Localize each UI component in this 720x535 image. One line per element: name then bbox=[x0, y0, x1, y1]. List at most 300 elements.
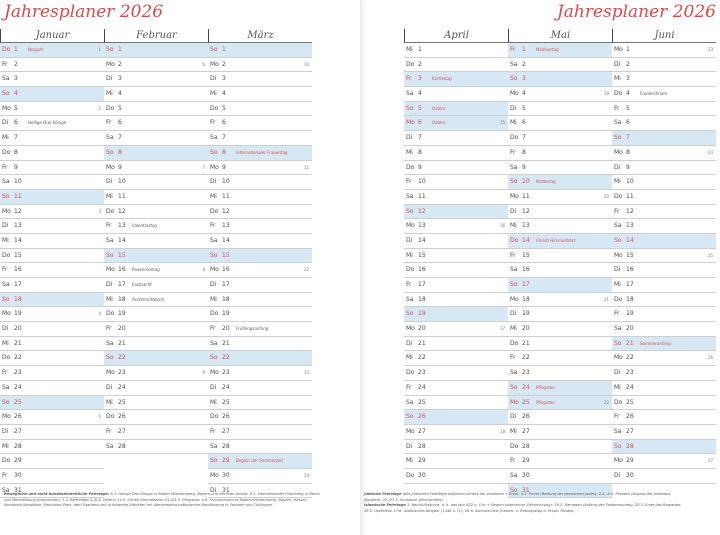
day-row[interactable] bbox=[612, 161, 716, 176]
weekday: Fr bbox=[406, 281, 412, 288]
weekday: So bbox=[510, 281, 518, 288]
weekday: Mi bbox=[210, 398, 217, 406]
day-row[interactable] bbox=[508, 87, 612, 102]
weekday: Mo bbox=[106, 60, 115, 68]
weekday: Do bbox=[106, 310, 115, 318]
weekday: So bbox=[106, 46, 114, 53]
day-row[interactable] bbox=[104, 102, 208, 117]
day-row[interactable] bbox=[508, 440, 612, 455]
day-row[interactable] bbox=[612, 278, 716, 293]
day-row[interactable] bbox=[612, 381, 716, 396]
day-row[interactable] bbox=[404, 322, 508, 337]
week-number: 1 bbox=[98, 47, 101, 52]
day-row[interactable] bbox=[208, 249, 312, 264]
day-row[interactable] bbox=[508, 396, 612, 411]
weekday: So bbox=[510, 75, 518, 83]
day-row[interactable] bbox=[404, 234, 508, 249]
weekday: Mi bbox=[406, 46, 413, 53]
day-row[interactable] bbox=[104, 410, 208, 425]
weekday: Do bbox=[406, 163, 415, 171]
day-row[interactable] bbox=[208, 161, 312, 176]
day-number: 10 bbox=[14, 178, 22, 186]
day-row[interactable] bbox=[508, 454, 612, 469]
holiday-label: Pfingsten bbox=[536, 384, 555, 390]
day-number: 2 bbox=[118, 60, 122, 68]
day-row[interactable] bbox=[0, 454, 104, 469]
day-number: 11 bbox=[118, 192, 126, 200]
weekday: Sa bbox=[614, 119, 622, 127]
day-row[interactable] bbox=[612, 410, 716, 425]
week-number: 3 bbox=[98, 208, 101, 214]
weekday: Mi bbox=[210, 295, 217, 303]
day-row[interactable] bbox=[0, 249, 104, 264]
day-row[interactable] bbox=[0, 161, 104, 176]
weekday: Fr bbox=[2, 60, 8, 68]
day-number: 26 bbox=[118, 413, 126, 421]
day-row[interactable] bbox=[208, 351, 312, 366]
day-row[interactable] bbox=[104, 234, 208, 249]
day-row[interactable] bbox=[208, 205, 312, 220]
weekday: Di bbox=[210, 178, 217, 186]
day-number: 13 bbox=[418, 222, 426, 230]
day-row[interactable] bbox=[104, 322, 208, 337]
day-row[interactable] bbox=[404, 425, 508, 440]
day-row[interactable] bbox=[612, 322, 716, 337]
day-row[interactable] bbox=[0, 205, 104, 220]
day-row[interactable] bbox=[104, 175, 208, 190]
day-row[interactable] bbox=[404, 205, 508, 220]
day-row[interactable] bbox=[0, 293, 104, 308]
day-row[interactable] bbox=[612, 337, 716, 352]
day-row[interactable] bbox=[612, 366, 716, 381]
day-row[interactable] bbox=[612, 43, 716, 58]
day-row[interactable] bbox=[612, 87, 716, 102]
day-row[interactable] bbox=[104, 58, 208, 73]
day-row[interactable] bbox=[208, 43, 312, 58]
day-row[interactable] bbox=[404, 381, 508, 396]
day-row[interactable] bbox=[104, 146, 208, 161]
day-row[interactable] bbox=[404, 72, 508, 87]
day-row[interactable] bbox=[104, 190, 208, 205]
day-number: 29 bbox=[522, 457, 530, 465]
weekday: Mo bbox=[2, 207, 11, 215]
day-row[interactable] bbox=[612, 249, 716, 264]
weekday: Fr bbox=[2, 369, 8, 377]
day-row[interactable] bbox=[0, 43, 104, 58]
weekday: Di bbox=[106, 75, 113, 83]
day-row[interactable] bbox=[0, 307, 104, 322]
day-row[interactable] bbox=[0, 366, 104, 381]
day-row[interactable] bbox=[508, 190, 612, 205]
day-row[interactable] bbox=[612, 307, 716, 322]
weekday: Mi bbox=[510, 222, 517, 230]
day-row[interactable] bbox=[208, 322, 312, 337]
weekday: Di bbox=[2, 119, 9, 127]
day-number: 25 bbox=[14, 398, 22, 406]
day-row[interactable] bbox=[612, 72, 716, 87]
day-row[interactable] bbox=[104, 116, 208, 131]
weekday: Fr bbox=[614, 310, 620, 318]
day-row[interactable] bbox=[612, 440, 716, 455]
day-row[interactable] bbox=[508, 381, 612, 396]
day-row[interactable] bbox=[612, 58, 716, 73]
day-row[interactable] bbox=[104, 205, 208, 220]
day-row[interactable] bbox=[508, 469, 612, 484]
day-row[interactable] bbox=[404, 263, 508, 278]
day-number: 20 bbox=[626, 325, 634, 333]
day-row[interactable] bbox=[104, 366, 208, 381]
day-number: 31 bbox=[222, 486, 230, 494]
day-number: 22 bbox=[522, 354, 530, 362]
day-row[interactable] bbox=[508, 146, 612, 161]
day-row[interactable] bbox=[612, 234, 716, 249]
day-number: 4 bbox=[626, 90, 630, 98]
day-row[interactable] bbox=[104, 425, 208, 440]
day-row[interactable] bbox=[208, 219, 312, 234]
weekday: Fr bbox=[510, 354, 516, 362]
weekday: Do bbox=[2, 148, 11, 156]
day-number: 14 bbox=[222, 236, 230, 244]
day-row[interactable] bbox=[508, 410, 612, 425]
day-row[interactable] bbox=[404, 249, 508, 264]
day-number: 30 bbox=[522, 471, 530, 479]
weekday: Mi bbox=[510, 325, 517, 333]
weekday: So bbox=[210, 457, 218, 465]
weekday: Mo bbox=[614, 457, 623, 465]
day-number: 29 bbox=[626, 457, 634, 465]
day-row[interactable] bbox=[208, 293, 312, 308]
day-row[interactable] bbox=[508, 131, 612, 146]
day-row[interactable] bbox=[612, 205, 716, 220]
day-number: 20 bbox=[14, 325, 22, 333]
day-number: 25 bbox=[418, 398, 426, 406]
day-number: 23 bbox=[118, 369, 126, 377]
day-row[interactable] bbox=[404, 131, 508, 146]
day-row[interactable] bbox=[612, 351, 716, 366]
day-row[interactable] bbox=[612, 146, 716, 161]
day-row[interactable] bbox=[0, 72, 104, 87]
day-row[interactable] bbox=[208, 366, 312, 381]
day-number: 28 bbox=[14, 442, 22, 450]
footnote-text-jewish: (alle jüdischen Feiertage beginnen bereits am Vorabend + Erev): 3.3. Purim (Rettung der persischen Juden); 2.4.–9.4. Pessach (Auszug der Judenaus Ägypten); 22./23.5. Schawuot (Wochenfest). bbox=[364, 492, 671, 502]
day-row[interactable] bbox=[508, 175, 612, 190]
day-number: 10 bbox=[418, 178, 426, 186]
day-number: 1 bbox=[14, 46, 18, 53]
day-row[interactable] bbox=[404, 454, 508, 469]
weekday: Do bbox=[510, 134, 519, 142]
day-row[interactable] bbox=[404, 116, 508, 131]
day-number: 11 bbox=[14, 192, 22, 200]
weekday: Di bbox=[614, 471, 621, 479]
day-row[interactable] bbox=[104, 87, 208, 102]
day-number: 7 bbox=[222, 134, 226, 142]
weekday: Fr bbox=[106, 427, 112, 435]
day-row[interactable] bbox=[508, 161, 612, 176]
weekday: Sa bbox=[210, 442, 218, 450]
day-row[interactable] bbox=[404, 278, 508, 293]
day-row[interactable] bbox=[508, 322, 612, 337]
day-row[interactable] bbox=[104, 351, 208, 366]
day-row[interactable] bbox=[0, 175, 104, 190]
footnote-label-jewish: Jüdische Feiertage bbox=[364, 492, 402, 496]
day-row[interactable] bbox=[508, 263, 612, 278]
day-row[interactable] bbox=[404, 102, 508, 117]
day-row[interactable] bbox=[508, 72, 612, 87]
day-row[interactable] bbox=[612, 102, 716, 117]
day-row[interactable] bbox=[404, 175, 508, 190]
weekday: Mi bbox=[614, 75, 621, 83]
day-row[interactable] bbox=[0, 322, 104, 337]
day-row[interactable] bbox=[208, 146, 312, 161]
day-row[interactable] bbox=[0, 234, 104, 249]
day-row[interactable] bbox=[0, 102, 104, 117]
day-row[interactable] bbox=[104, 381, 208, 396]
day-row[interactable] bbox=[0, 396, 104, 411]
day-number: 19 bbox=[222, 310, 230, 318]
day-row[interactable] bbox=[612, 116, 716, 131]
day-number: 20 bbox=[418, 325, 426, 333]
week-number: 19 bbox=[603, 91, 609, 97]
weekday: Mi bbox=[614, 383, 621, 391]
day-row[interactable] bbox=[508, 249, 612, 264]
day-row[interactable] bbox=[208, 72, 312, 87]
day-row[interactable] bbox=[104, 249, 208, 264]
weekday: Mo bbox=[406, 427, 415, 435]
day-number: 25 bbox=[118, 398, 126, 406]
weekday: Do bbox=[210, 413, 219, 421]
day-row[interactable] bbox=[508, 366, 612, 381]
day-row[interactable] bbox=[404, 351, 508, 366]
day-row[interactable] bbox=[508, 351, 612, 366]
weekday: Fr bbox=[614, 413, 620, 421]
day-row[interactable] bbox=[508, 43, 612, 58]
day-row[interactable] bbox=[104, 337, 208, 352]
day-row[interactable] bbox=[612, 469, 716, 484]
weekday: Do bbox=[2, 354, 11, 362]
weekday: Di bbox=[510, 310, 517, 318]
weekday: So bbox=[510, 178, 518, 186]
day-row[interactable] bbox=[508, 293, 612, 308]
day-row[interactable] bbox=[508, 278, 612, 293]
day-number: 15 bbox=[222, 251, 230, 259]
day-number: 19 bbox=[118, 310, 126, 318]
day-row[interactable] bbox=[208, 175, 312, 190]
day-number: 7 bbox=[522, 134, 526, 142]
day-row[interactable] bbox=[104, 307, 208, 322]
day-row[interactable] bbox=[0, 190, 104, 205]
day-row[interactable] bbox=[104, 293, 208, 308]
weekday: Fr bbox=[210, 325, 216, 333]
week-number: 18 bbox=[499, 428, 505, 434]
day-row[interactable] bbox=[104, 219, 208, 234]
day-number: 15 bbox=[118, 251, 126, 259]
day-row[interactable] bbox=[508, 307, 612, 322]
day-number: 3 bbox=[418, 75, 422, 83]
week-number: 27 bbox=[707, 458, 713, 464]
weekday: Sa bbox=[2, 383, 10, 391]
weekday: Mi bbox=[406, 251, 413, 259]
day-row[interactable] bbox=[0, 425, 104, 440]
weekday: So bbox=[510, 486, 518, 494]
day-row[interactable] bbox=[612, 190, 716, 205]
weekday: Mi bbox=[614, 281, 621, 288]
day-row[interactable] bbox=[208, 278, 312, 293]
weekday: Do bbox=[210, 104, 219, 112]
day-number: 25 bbox=[222, 398, 230, 406]
day-row[interactable] bbox=[0, 440, 104, 455]
weekday: Sa bbox=[406, 192, 414, 200]
day-row[interactable] bbox=[404, 440, 508, 455]
day-row[interactable] bbox=[508, 205, 612, 220]
day-row[interactable] bbox=[612, 396, 716, 411]
day-number: 3 bbox=[118, 75, 122, 83]
weekday: Mo bbox=[106, 369, 115, 377]
weekday: Sa bbox=[210, 236, 218, 244]
day-number: 3 bbox=[14, 75, 18, 83]
day-row[interactable] bbox=[612, 293, 716, 308]
day-row[interactable] bbox=[208, 116, 312, 131]
day-row[interactable] bbox=[208, 58, 312, 73]
day-row[interactable] bbox=[508, 116, 612, 131]
day-number: 24 bbox=[222, 383, 230, 391]
day-row[interactable] bbox=[208, 410, 312, 425]
day-row[interactable] bbox=[208, 87, 312, 102]
day-row[interactable] bbox=[404, 337, 508, 352]
day-row[interactable] bbox=[104, 278, 208, 293]
day-number: 15 bbox=[626, 251, 634, 259]
weekday: Mi bbox=[106, 192, 113, 200]
day-row[interactable] bbox=[208, 131, 312, 146]
day-row[interactable] bbox=[612, 454, 716, 469]
day-number: 19 bbox=[522, 310, 530, 318]
day-number: 21 bbox=[14, 339, 22, 347]
day-row[interactable] bbox=[404, 146, 508, 161]
day-number: 28 bbox=[626, 442, 634, 450]
day-row[interactable] bbox=[0, 219, 104, 234]
day-row[interactable] bbox=[404, 469, 508, 484]
weekday: Sa bbox=[406, 398, 414, 406]
day-row[interactable] bbox=[612, 263, 716, 278]
day-row[interactable] bbox=[508, 234, 612, 249]
day-row[interactable] bbox=[0, 381, 104, 396]
holiday-label: Fastnacht bbox=[132, 282, 152, 287]
weekday: Do bbox=[406, 60, 415, 68]
holiday-label: Beginn der Sommerzeit bbox=[236, 458, 284, 464]
day-row[interactable] bbox=[0, 58, 104, 73]
day-row[interactable] bbox=[404, 293, 508, 308]
day-row[interactable] bbox=[508, 337, 612, 352]
day-row[interactable] bbox=[0, 131, 104, 146]
day-row[interactable] bbox=[404, 190, 508, 205]
day-number: 20 bbox=[118, 325, 126, 333]
day-number: 5 bbox=[418, 104, 422, 112]
day-row[interactable] bbox=[404, 366, 508, 381]
day-row[interactable] bbox=[404, 219, 508, 234]
day-row[interactable] bbox=[0, 116, 104, 131]
weekday: Do bbox=[406, 471, 415, 479]
day-row[interactable] bbox=[104, 43, 208, 58]
day-row[interactable] bbox=[404, 410, 508, 425]
day-number: 29 bbox=[14, 457, 22, 465]
day-row[interactable] bbox=[508, 102, 612, 117]
day-number: 31 bbox=[522, 486, 530, 494]
day-number: 23 bbox=[418, 369, 426, 377]
day-row[interactable] bbox=[0, 469, 104, 484]
day-row[interactable] bbox=[0, 278, 104, 293]
weekday: Sa bbox=[510, 369, 518, 377]
day-row[interactable] bbox=[208, 469, 312, 484]
day-row[interactable] bbox=[208, 440, 312, 455]
month-name: Januar bbox=[0, 29, 104, 43]
day-row[interactable] bbox=[508, 58, 612, 73]
day-row[interactable] bbox=[0, 263, 104, 278]
footnote-label: Bewegliche und nicht bundeseinheitliche Feiertage: bbox=[4, 492, 110, 496]
weekday: So bbox=[406, 104, 414, 112]
day-row[interactable] bbox=[208, 307, 312, 322]
day-row[interactable] bbox=[104, 263, 208, 278]
weekday: Di bbox=[106, 281, 113, 288]
day-row[interactable] bbox=[0, 337, 104, 352]
day-row[interactable] bbox=[104, 396, 208, 411]
week-number: 26 bbox=[707, 355, 713, 361]
day-row[interactable] bbox=[612, 175, 716, 190]
weekday: Fr bbox=[614, 104, 620, 112]
day-row[interactable] bbox=[208, 190, 312, 205]
day-row[interactable] bbox=[104, 72, 208, 87]
day-number: 29 bbox=[418, 457, 426, 465]
day-row[interactable] bbox=[104, 440, 208, 455]
day-row[interactable] bbox=[404, 87, 508, 102]
day-row[interactable] bbox=[0, 351, 104, 366]
day-number: 12 bbox=[14, 207, 22, 215]
weekday: Sa bbox=[2, 75, 10, 83]
day-row[interactable] bbox=[104, 131, 208, 146]
weekday: Mi bbox=[406, 354, 413, 362]
day-number: 5 bbox=[222, 104, 226, 112]
day-row[interactable] bbox=[508, 219, 612, 234]
day-row[interactable] bbox=[208, 337, 312, 352]
day-row[interactable] bbox=[208, 454, 312, 469]
day-row[interactable] bbox=[404, 58, 508, 73]
day-number: 10 bbox=[522, 178, 530, 186]
day-row[interactable] bbox=[0, 410, 104, 425]
day-row[interactable] bbox=[612, 425, 716, 440]
day-number: 27 bbox=[14, 427, 22, 435]
weekday: So bbox=[2, 295, 10, 303]
day-row[interactable] bbox=[104, 161, 208, 176]
day-row[interactable] bbox=[612, 131, 716, 146]
day-row[interactable] bbox=[208, 102, 312, 117]
day-row[interactable] bbox=[404, 43, 508, 58]
day-row[interactable] bbox=[404, 161, 508, 176]
day-number: 24 bbox=[14, 383, 22, 391]
day-row[interactable] bbox=[404, 307, 508, 322]
day-number: 17 bbox=[222, 281, 230, 288]
day-row[interactable] bbox=[208, 381, 312, 396]
day-row[interactable] bbox=[404, 396, 508, 411]
day-row[interactable] bbox=[0, 87, 104, 102]
day-row[interactable] bbox=[508, 425, 612, 440]
day-row[interactable] bbox=[208, 396, 312, 411]
day-row[interactable] bbox=[208, 425, 312, 440]
weekday: So bbox=[2, 398, 10, 406]
day-number: 14 bbox=[522, 236, 530, 244]
day-row[interactable] bbox=[208, 234, 312, 249]
holiday-label: Rosenmontag bbox=[132, 267, 160, 273]
day-row[interactable] bbox=[612, 219, 716, 234]
day-row[interactable] bbox=[0, 146, 104, 161]
day-row[interactable] bbox=[208, 263, 312, 278]
